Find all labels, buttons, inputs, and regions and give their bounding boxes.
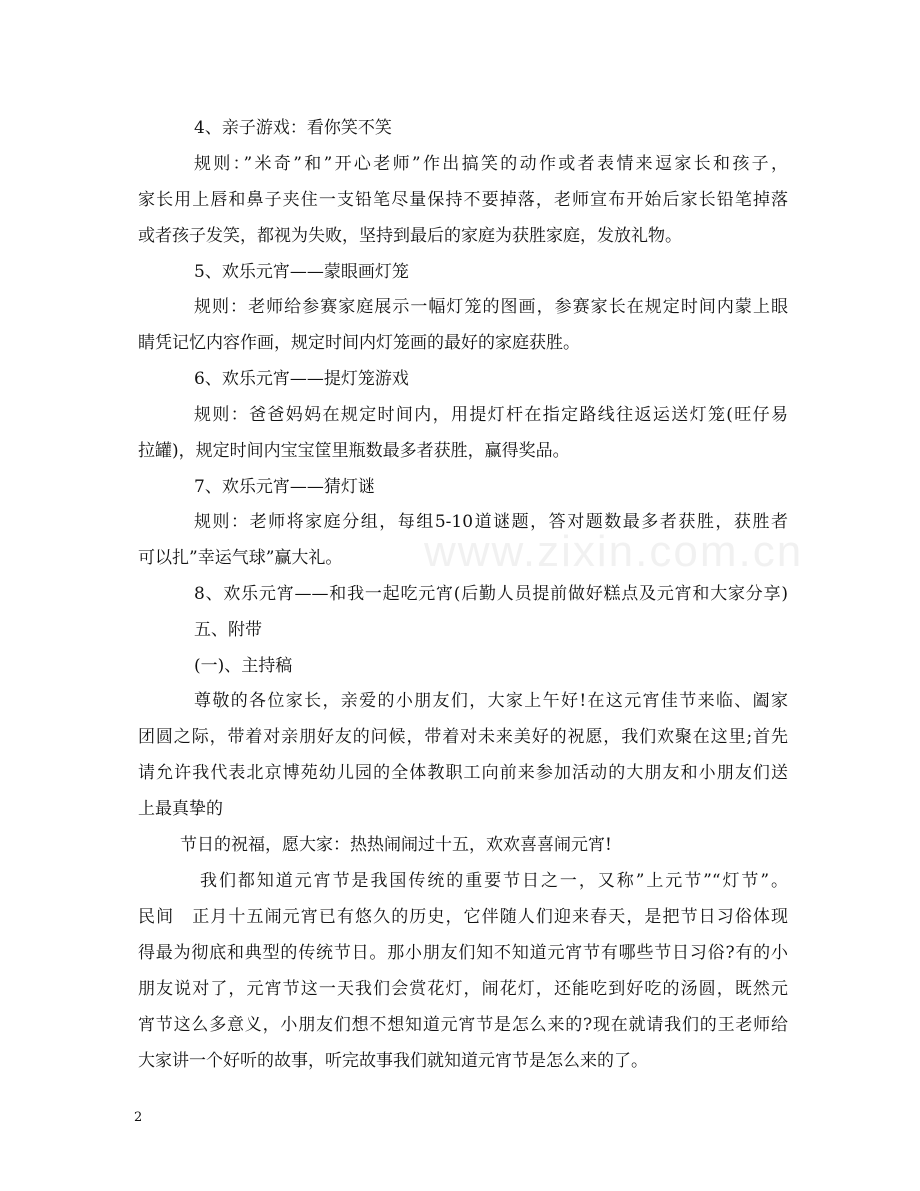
paragraph-line: 节日的祝福，愿大家：热热闹闹过十五，欢欢喜喜闹元宵! — [180, 835, 612, 855]
paragraph-line: 朋友说对了，元宵节这一天我们会赏花灯，闹花灯，还能吃到好吃的汤圆，既然元 — [138, 979, 788, 999]
paragraph-line: 宵节这么多意义，小朋友们想不想知道元宵节是怎么来的?现在就请我们的王老师给 — [138, 1015, 788, 1035]
paragraph-line: 得最为彻底和典型的传统节日。那小朋友们知不知道元宵节有哪些节日习俗?有的小 — [138, 943, 788, 963]
page-number: 2 — [134, 1110, 143, 1125]
subsection-heading: (一)、主持稿 — [194, 656, 293, 676]
paragraph-line: 上最真挚的 — [138, 799, 223, 819]
paragraph-line: 大家讲一个好听的故事，听完故事我们就知道元宵节是怎么来的了。 — [138, 1051, 648, 1071]
heading-item-8: 8、欢乐元宵——和我一起吃元宵(后勤人员提前做好糕点及元宵和大家分享) — [194, 584, 788, 604]
paragraph-line: 拉罐)，规定时间内宝宝筐里瓶数最多者获胜，赢得奖品。 — [138, 441, 570, 461]
paragraph-line: 规则：老师给参赛家庭展示一幅灯笼的图画，参赛家长在规定时间内蒙上眼 — [194, 297, 788, 317]
paragraph-line: 民间 正月十五闹元宵已有悠久的历史，它伴随人们迎来春天，是把节日习俗体现 — [138, 907, 788, 927]
heading-item-5: 5、欢乐元宵——蒙眼画灯笼 — [194, 262, 409, 282]
paragraph-line: 睛凭记忆内容作画，规定时间内灯笼画的最好的家庭获胜。 — [138, 333, 580, 353]
paragraph-line: 团圆之际，带着对亲朋好友的问候，带着对未来美好的祝愿，我们欢聚在这里;首先 — [138, 727, 788, 747]
paragraph-line: 规则：”米奇”和”开心老师”作出搞笑的动作或者表情来逗家长和孩子， — [194, 154, 788, 174]
paragraph-line: 或者孩子发笑，都视为失败，坚持到最后的家庭为获胜家庭，发放礼物。 — [138, 226, 682, 246]
watermark: www.zixin.com.cn — [424, 527, 804, 576]
paragraph-line: 规则：老师将家庭分组，每组5-10道谜题，答对题数最多者获胜，获胜者 — [194, 512, 788, 532]
paragraph-line: 尊敬的各位家长，亲爱的小朋友们，大家上午好!在这元宵佳节来临、阖家 — [194, 691, 788, 711]
paragraph-line: 可以扎”幸运气球”赢大礼。 — [138, 548, 343, 568]
heading-item-4: 4、亲子游戏：看你笑不笑 — [194, 118, 392, 138]
section-heading: 五、附带 — [194, 620, 262, 640]
paragraph-line: 请允许我代表北京博苑幼儿园的全体教职工向前来参加活动的大朋友和小朋友们送 — [138, 763, 788, 783]
paragraph-line: 我们都知道元宵节是我国传统的重要节日之一，又称”上元节”“灯节”。 — [200, 871, 788, 891]
heading-item-7: 7、欢乐元宵——猜灯谜 — [194, 477, 375, 497]
heading-item-6: 6、欢乐元宵——提灯笼游戏 — [194, 369, 409, 389]
paragraph-line: 家长用上唇和鼻子夹住一支铅笔尽量保持不要掉落，老师宣布开始后家长铅笔掉落 — [138, 190, 788, 210]
paragraph-line: 规则：爸爸妈妈在规定时间内，用提灯杆在指定路线往返运送灯笼(旺仔易 — [194, 405, 788, 425]
